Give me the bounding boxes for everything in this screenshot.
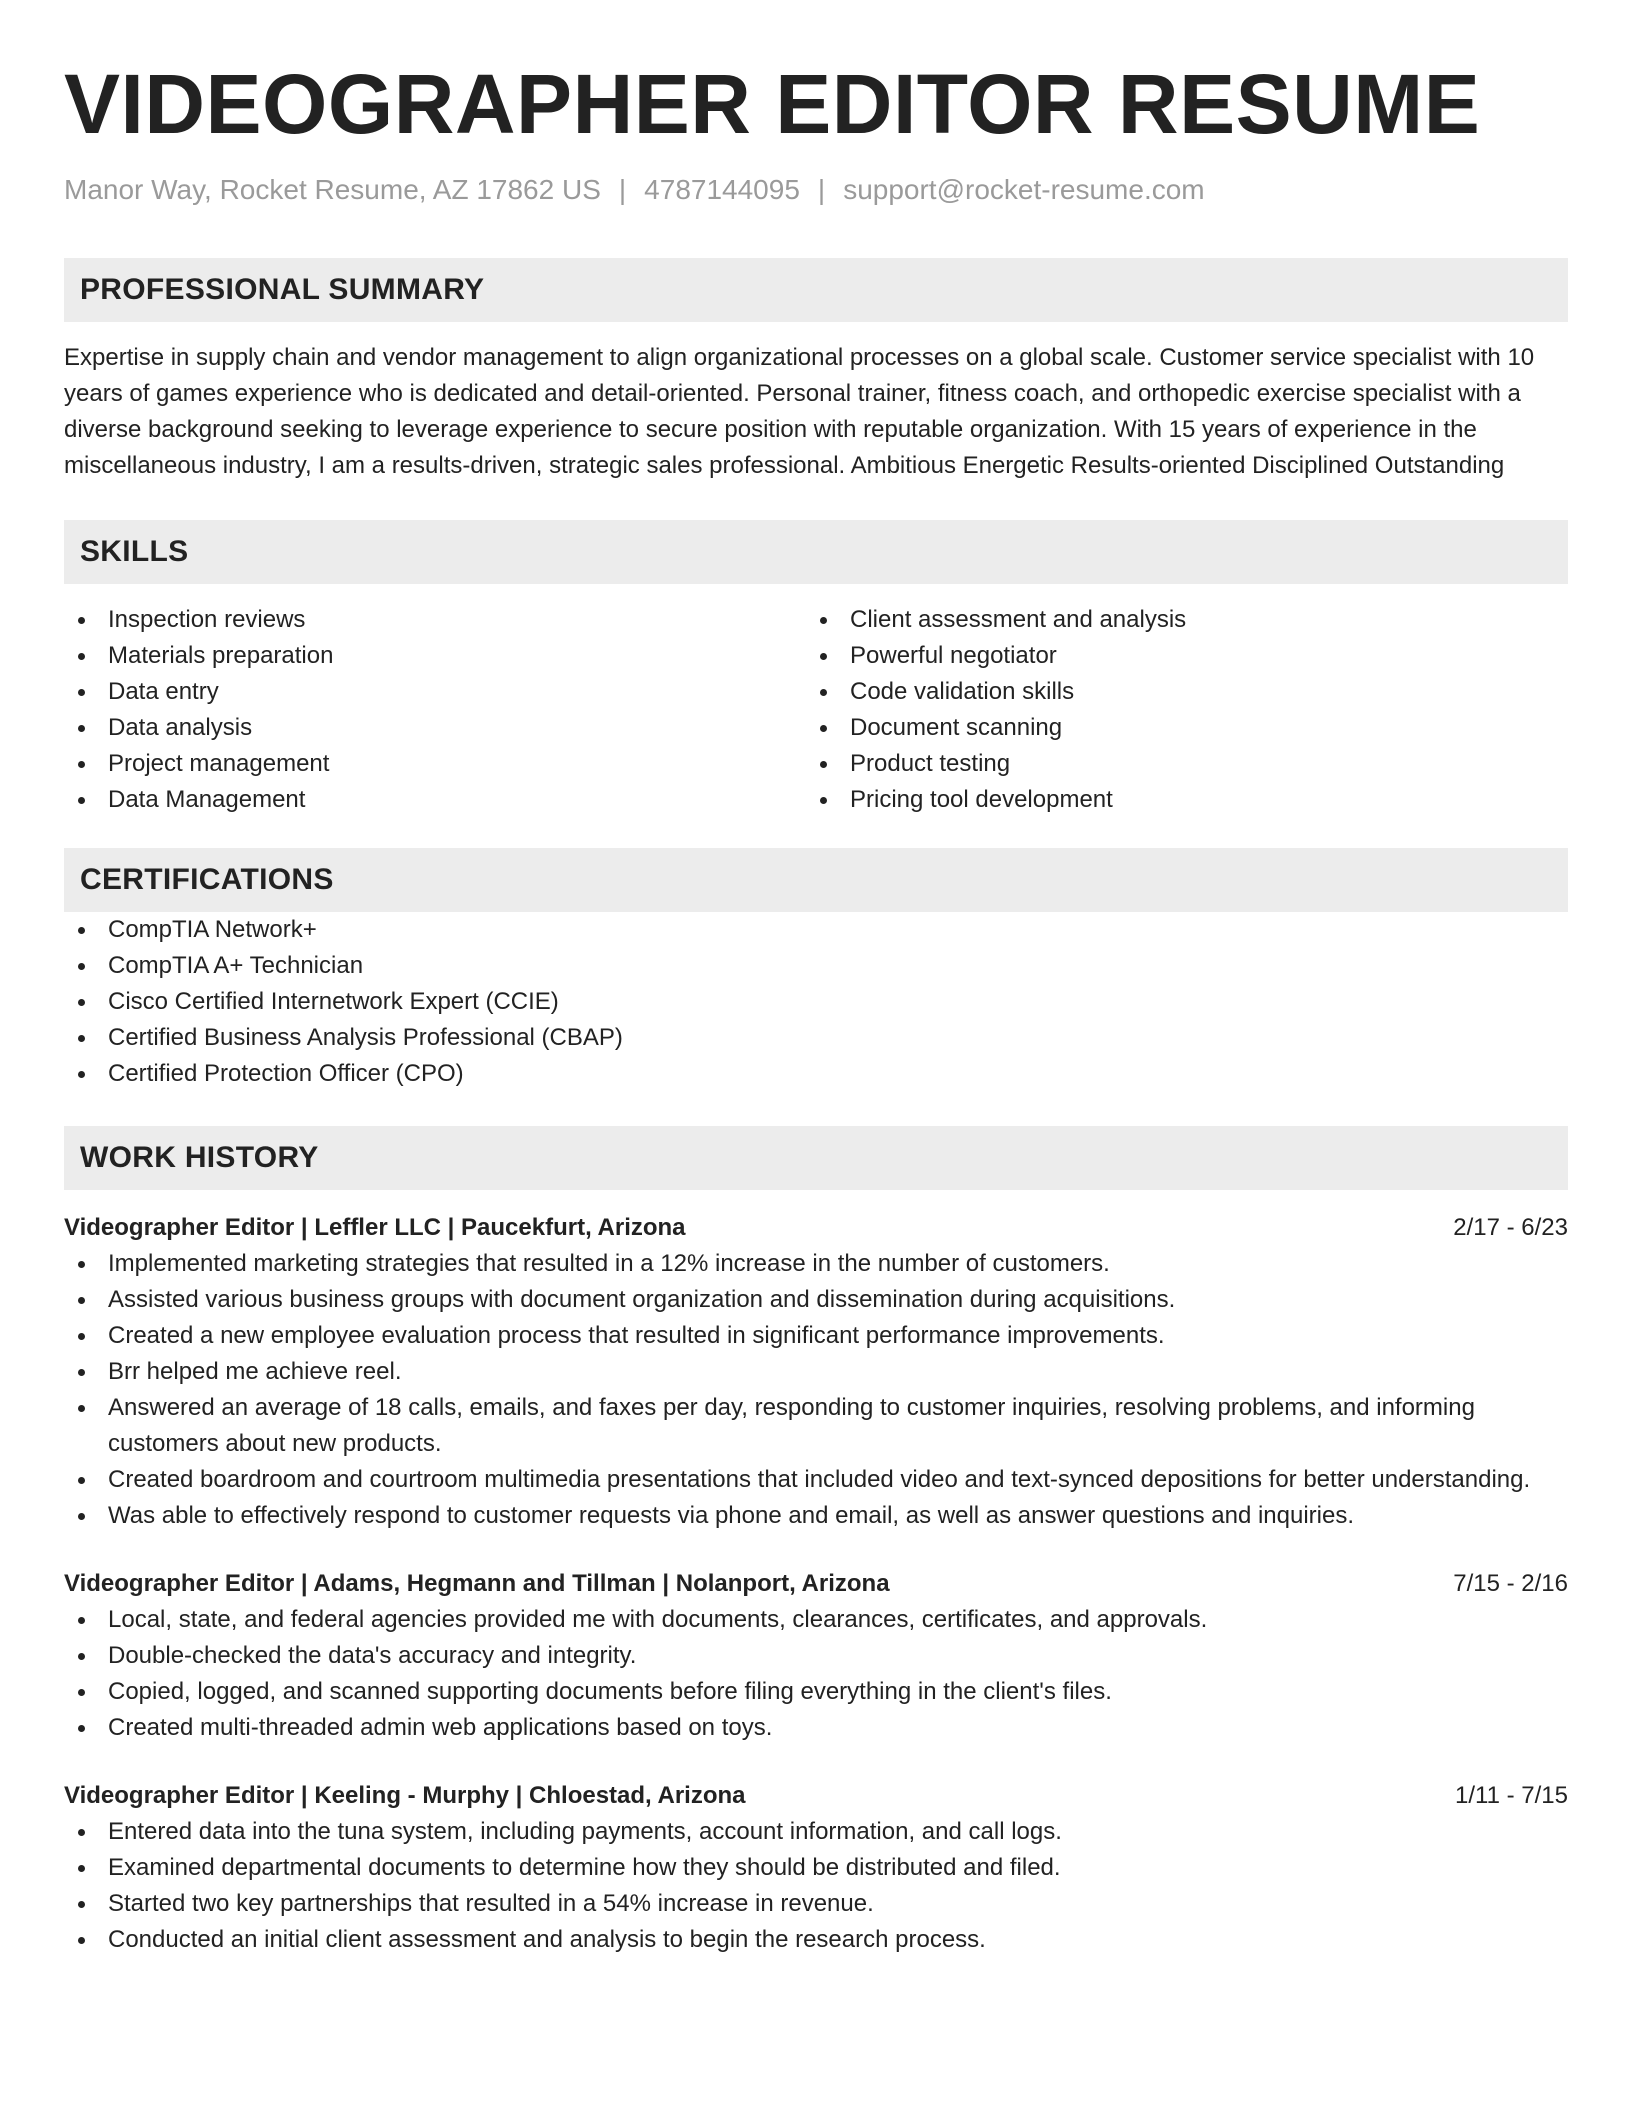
job-bullet: Implemented marketing strategies that resulted in a 12% increase in the number of customers. [64, 1246, 1568, 1282]
job-bullets [64, 1246, 1568, 1534]
contact-separator: | [618, 174, 627, 205]
skill-item: Project management [64, 746, 806, 782]
skills-heading: SKILLS [64, 520, 1568, 584]
job-bullet: Created boardroom and courtroom multimedia presentations that included video and text-synced depositions for better understanding. [64, 1462, 1568, 1498]
job-title: Videographer Editor | Adams, Hegmann and Tillman | Nolanport, Arizona [64, 1570, 890, 1597]
job-bullet: Conducted an initial client assessment and analysis to begin the research process. [64, 1922, 1568, 1958]
job-bullets [64, 1602, 1568, 1746]
skills-list-right [806, 602, 1548, 818]
certification-item: Cisco Certified Internetwork Expert (CCIE) [64, 984, 1568, 1020]
skills-column-right [806, 602, 1548, 818]
contact-address: Manor Way, Rocket Resume, AZ 17862 US [64, 174, 601, 205]
job-bullet: Created a new employee evaluation process that resulted in significant performance improvements. [64, 1318, 1568, 1354]
job-bullet: Created multi-threaded admin web applications based on toys. [64, 1710, 1568, 1746]
contact-email: support@rocket-resume.com [843, 174, 1205, 205]
summary-heading: PROFESSIONAL SUMMARY [64, 258, 1568, 322]
job-bullet: Answered an average of 18 calls, emails, and faxes per day, responding to customer inquiries, resolving problems, and informing customers about new products. [64, 1390, 1568, 1462]
job-entry [64, 1778, 1568, 1958]
job-header [64, 1566, 1568, 1602]
certifications-heading: CERTIFICATIONS [64, 848, 1568, 912]
skill-item: Client assessment and analysis [806, 602, 1548, 638]
certification-item: Certified Business Analysis Professional (CBAP) [64, 1020, 1568, 1056]
job-entry [64, 1566, 1568, 1746]
skill-item: Data entry [64, 674, 806, 710]
job-dates: 2/17 - 6/23 [1453, 1214, 1568, 1241]
contact-separator: | [817, 174, 826, 205]
job-bullet: Entered data into the tuna system, including payments, account information, and call logs. [64, 1814, 1568, 1850]
job-bullet: Examined departmental documents to determine how they should be distributed and filed. [64, 1850, 1568, 1886]
summary-text: Expertise in supply chain and vendor management to align organizational processes on a global scale. Customer service specialist with 10 years of games experience who is dedicated and detail-oriented. Personal trainer, fitness coach, and orthopedic exercise specialist with a diverse background seeking to leverage experience to secure position with reputable organization. With 15 years of experience in the miscellaneous industry, I am a results-driven, strategic sales professional. Ambitious Energetic Results-oriented Disciplined Outstanding [64, 344, 1535, 479]
contact-line [64, 172, 1568, 208]
certification-item: Certified Protection Officer (CPO) [64, 1056, 1568, 1092]
job-header [64, 1210, 1568, 1246]
skill-item: Pricing tool development [806, 782, 1548, 818]
job-header [64, 1778, 1568, 1814]
job-title: Videographer Editor | Leffler LLC | Paucekfurt, Arizona [64, 1214, 686, 1241]
skill-item: Code validation skills [806, 674, 1548, 710]
job-bullet: Copied, logged, and scanned supporting documents before filing everything in the client's files. [64, 1674, 1568, 1710]
skill-item: Data analysis [64, 710, 806, 746]
job-bullet: Was able to effectively respond to customer requests via phone and email, as well as answer questions and inquiries. [64, 1498, 1568, 1534]
skills-column-left [64, 602, 806, 818]
job-bullet: Started two key partnerships that resulted in a 54% increase in revenue. [64, 1886, 1568, 1922]
job-bullet: Double-checked the data's accuracy and integrity. [64, 1638, 1568, 1674]
job-bullet: Assisted various business groups with document organization and dissemination during acquisitions. [64, 1282, 1568, 1318]
certification-item: CompTIA Network+ [64, 912, 1568, 948]
work-history-heading: WORK HISTORY [64, 1126, 1568, 1190]
job-dates: 7/15 - 2/16 [1453, 1570, 1568, 1597]
certification-item: CompTIA A+ Technician [64, 948, 1568, 984]
skill-item: Materials preparation [64, 638, 806, 674]
job-entry [64, 1210, 1568, 1534]
resume-title: VIDEOGRAPHER EDITOR RESUME [64, 57, 1481, 151]
skill-item: Powerful negotiator [806, 638, 1548, 674]
skill-item: Inspection reviews [64, 602, 806, 638]
certifications-list [64, 912, 1568, 1092]
skill-item: Data Management [64, 782, 806, 818]
job-dates: 1/11 - 7/15 [1455, 1782, 1568, 1809]
contact-phone: 4787144095 [644, 174, 800, 205]
skills-list-left [64, 602, 806, 818]
job-bullets [64, 1814, 1568, 1958]
job-bullet: Local, state, and federal agencies provided me with documents, clearances, certificates, and approvals. [64, 1602, 1568, 1638]
skill-item: Product testing [806, 746, 1548, 782]
job-title: Videographer Editor | Keeling - Murphy | Chloestad, Arizona [64, 1782, 746, 1809]
skill-item: Document scanning [806, 710, 1548, 746]
job-bullet: Brr helped me achieve reel. [64, 1354, 1568, 1390]
skills-grid [64, 602, 1568, 818]
